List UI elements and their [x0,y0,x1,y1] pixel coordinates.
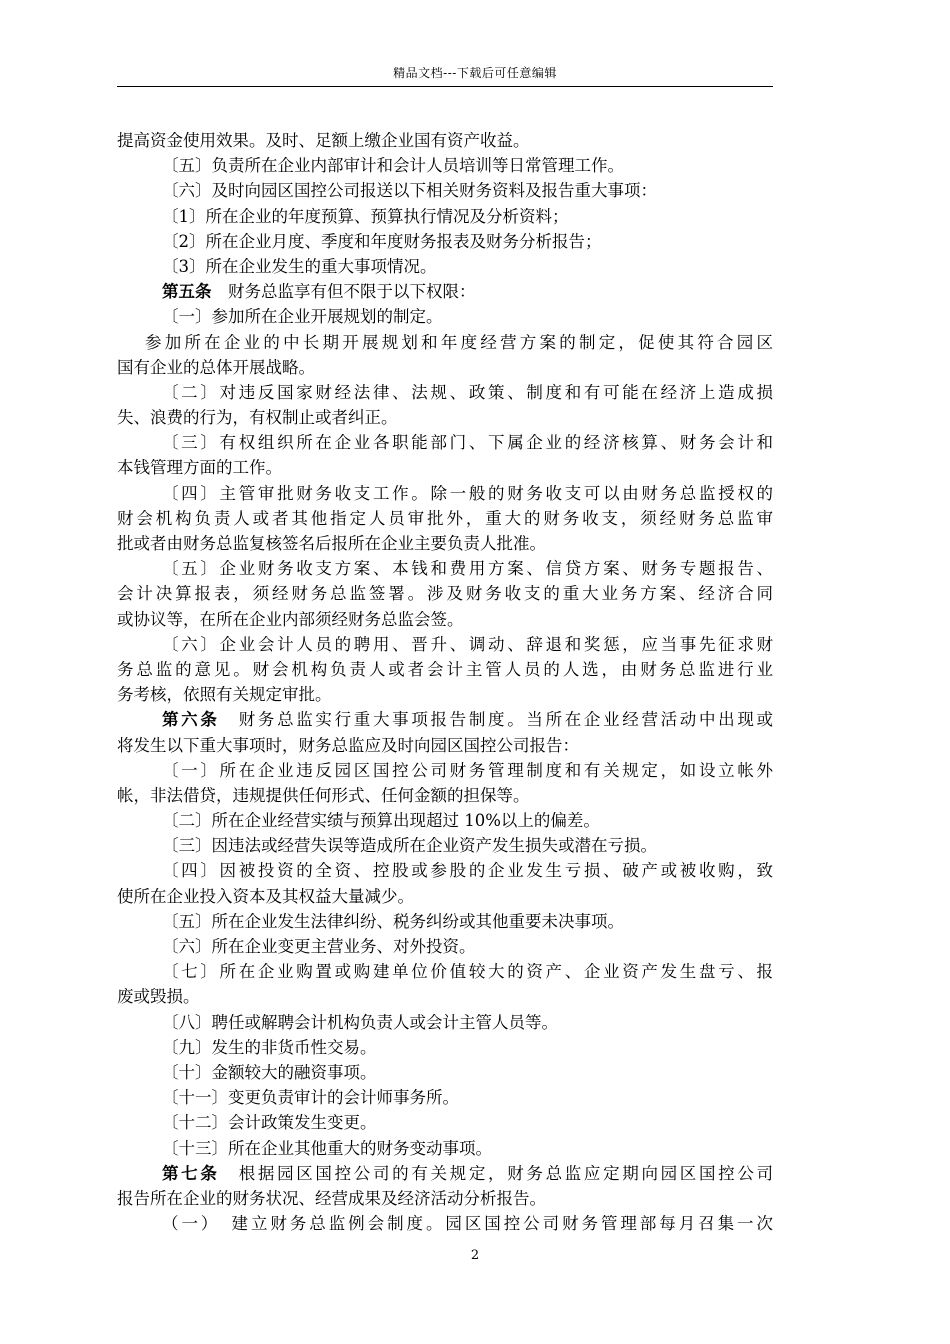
text-line [117,884,773,909]
text-line [117,984,773,1009]
text-line [117,1035,773,1060]
line-text: 〔十三〕所在企业其他重大的财务变动事项。 [162,1138,492,1158]
line-text: 或协议等，在所在企业内部须经财务总监会签。 [117,609,464,629]
line-text: 参加所在企业的中长期开展规划和年度经营方案的制定，促使其符合园区 [145,332,773,352]
text-line [117,783,773,808]
line-text: 〔六〕企业会计人员的聘用、晋升、调动、辞退和奖惩，应当事先征求财 [162,634,773,654]
text-line [117,430,773,455]
line-text: 务考核，依照有关规定审批。 [117,685,332,705]
line-text: 财会机构负责人或者其他指定人员审批外，重大的财务收支，须经财务总监审 [117,508,773,528]
line-text: 〔十一〕变更负责审计的会计师事务所。 [162,1088,459,1108]
text-line [117,909,773,934]
text-line [117,1136,773,1161]
line-text: 提高资金使用效果。及时、足额上缴企业国有资产收益。 [117,131,530,150]
article-heading: 第七条 [162,1163,220,1183]
line-text: 务总监的意见。财会机构负责人或者会计主管人员的人选，由财务总监进行业 [117,659,773,679]
text-line [117,682,773,707]
line-text: 〔1〕所在企业的年度预算、预算执行情况及分析资料； [162,206,569,226]
text-line [117,355,773,380]
text-line [117,758,773,783]
line-text: 〔十二〕会计政策发生变更。 [162,1113,377,1133]
line-text: 〔二〕所在企业经营实绩与预算出现超过 10%以上的偏差。 [162,811,600,831]
header-divider [117,86,773,87]
line-text: 〔二〕对违反国家财经法律、法规、政策、制度和有可能在经济上造成损 [162,382,773,402]
line-text: 〔四〕因被投资的全资、控股或参股的企业发生亏损、破产或被收购，致 [162,861,773,881]
document-body [117,128,773,1236]
line-text: （一） 建立财务总监例会制度。园区国控公司财务管理部每月召集一次 [162,1214,773,1234]
text-line [117,304,773,329]
line-text: 〔一〕所在企业违反园区国控公司财务管理制度和有关规定，如设立帐外 [162,760,773,780]
line-text: 〔七〕所在企业购置或购建单位价值较大的资产、企业资产发生盘亏、报 [162,962,773,982]
text-line [117,254,773,279]
text-line [117,279,773,304]
line-text: 〔六〕及时向园区国控公司报送以下相关财务资料及报告重大事项： [162,181,657,201]
line-text: 〔六〕所在企业变更主营业务、对外投资。 [162,937,476,956]
text-line [117,581,773,606]
line-text: 〔三〕有权组织所在企业各职能部门、下属企业的经济核算、财务会计和 [162,433,773,453]
line-text: 〔2〕所在企业月度、季度和年度财务报表及财务分析报告； [162,231,602,251]
line-text: 〔3〕所在企业发生的重大事项情况。 [162,256,437,276]
text-line [117,657,773,682]
text-line [117,632,773,657]
line-text: 〔三〕因违法或经营失误等造成所在企业资产发生损失或潜在亏损。 [162,836,657,856]
line-text: 〔五〕企业财务收支方案、本钱和费用方案、信贷方案、财务专题报告、 [162,559,773,579]
line-text: 批或者由财务总监复核签名后报所在企业主要负责人批准。 [117,534,546,553]
line-text: 〔四〕主管审批财务收支工作。除一般的财务收支可以由财务总监授权的 [162,483,773,503]
text-line [117,229,773,254]
article-heading: 第五条 [162,282,212,302]
text-line [117,380,773,405]
text-line [117,556,773,581]
text-line [117,1161,773,1186]
line-text: 国有企业的总体开展战略。 [117,357,315,377]
text-line [117,1010,773,1035]
line-text: 根据园区国控公司的有关规定，财务总监应定期向园区国控公司 [219,1163,773,1183]
line-text: 〔五〕负责所在企业内部审计和会计人员培训等日常管理工作。 [162,156,624,176]
text-line [117,1085,773,1110]
text-line [117,934,773,959]
line-text: 〔八〕聘任或解聘会计机构负责人或会计主管人员等。 [162,1012,558,1032]
text-line [117,178,773,203]
text-line [117,1110,773,1135]
text-line [117,1186,773,1211]
line-text: 〔五〕所在企业发生法律纠纷、税务纠纷或其他重要未决事项。 [162,911,624,931]
text-line [117,1211,773,1236]
text-line [117,481,773,506]
article-heading: 第六条 [162,710,220,730]
line-text: 失、浪费的行为，有权制止或者纠正。 [117,408,398,428]
text-line [117,808,773,833]
text-line [117,858,773,883]
line-text: 使所在企业投入资本及其权益大量减少。 [117,886,414,906]
line-text: 〔一〕参加所在企业开展规划的制定。 [162,307,443,327]
line-text: 〔九〕发生的非货币性交易。 [162,1037,377,1057]
page-header: 精品文档---下载后可任意编辑 [393,66,557,80]
text-line [117,707,773,732]
text-line [117,833,773,858]
text-line [117,204,773,229]
text-line [117,128,773,153]
line-text: 财务总监实行重大事项报告制度。当所在企业经营活动中出现或 [219,710,773,730]
line-text: 〔十〕金额较大的融资事项。 [162,1062,377,1082]
text-line [117,607,773,632]
line-text: 财务总监享有但不限于以下权限： [211,282,476,302]
text-line [117,405,773,430]
text-line [117,1060,773,1085]
page-number: 2 [470,1248,480,1263]
line-text: 废或毁损。 [117,987,200,1007]
text-line [117,330,773,355]
text-line [117,531,773,556]
line-text: 本钱管理方面的工作。 [117,458,282,478]
text-line [117,506,773,531]
text-line [117,455,773,480]
line-text: 帐，非法借贷，违规提供任何形式、任何金额的担保等。 [117,785,530,805]
line-text: 报告所在企业的财务状况、经营成果及经济活动分析报告。 [117,1188,546,1208]
text-line [117,733,773,758]
line-text: 将发生以下重大事项时，财务总监应及时向园区国控公司报告： [117,735,579,755]
text-line [117,153,773,178]
line-text: 会计决算报表，须经财务总监签署。涉及财务收支的重大业务方案、经济合同 [117,584,773,604]
text-line [117,959,773,984]
